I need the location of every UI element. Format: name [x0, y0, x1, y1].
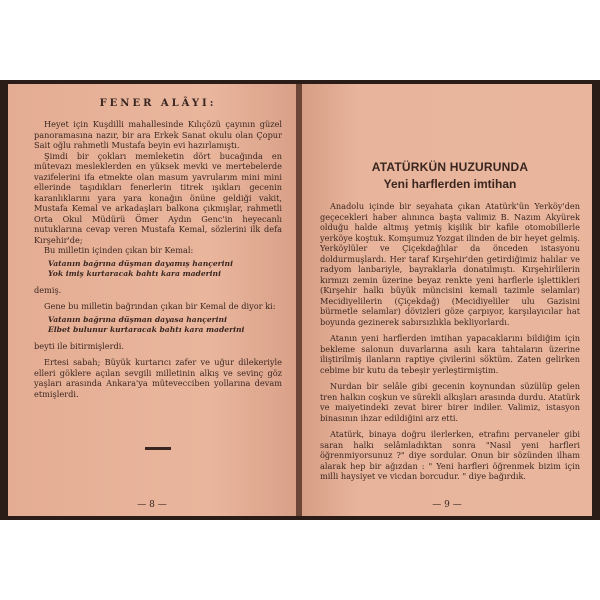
verse-line: Yok imiş kurtaracak bahtı kara maderini	[48, 268, 221, 278]
chapter-subtitle: Yeni harflerden imtihan	[383, 177, 517, 191]
paragraph: Atatürk, binaya doğru ilerlerken, etrafını pervaneler gibi saran halkı selâmladıktan sonra "Nasıl yeni harfleri öğrenmiyorsunuz ?" diye sordular. Onun bir sözünden ilham alarak hep bir ağızdan : " Yeni harfleri öğrenmek bizim için milli haysiyet ve vicdan borcudur. " diye bağırdık.	[320, 429, 580, 481]
paragraph: Şimdi bir çokları memleketin dört bucağında en mütevazı mesleklerden en yüksek mevki ve mertebelerde vazifelerini ifa etmekte olan masum yavrularım mini mini ellerinde taşıdıkları fenerlerin titrek ışıkları gecenin karanlıklarını yara yara konağın önüne geldiği vakit, Mustafa Kemal ve arkadaşları balkona çıkmışlar, rahmetli Orta Okul Müdürü Ömer Aydın Genc'in heyecanlı nutuklarına cevap veren Mustafa Kemal, sözlerini ilk defa Kırşehir'de;	[34, 150, 282, 245]
paragraph: Anadolu içinde bir seyahata çıkan Atatürk'ün Yerköy'den geçecekleri haber alınınca başta valimiz B. Nazım Akyürek olduğu halde altmış yetmiş kişilik bir kafile otomobillerle yerköye koştuk. Komşumuz Yozgat ilinden de bir heyet gelmiş. Yerköylüler ve Çiçekdağlılar da önceden istasyonu doldurmuşlardı. Her taraf Kırşehir'den getirdiğimiz halılar ve radyom lanbariyle, bayraklarla donatılmıştı. Kırşehirlilerin kırmızı zemin üzerine beyaz renkte yeni harflerle işlettikleri (Kırşehir halkı büyük müncisini kemali tazimle selamlar) Mecidiyelilerin (Çiçekdağ) (Mecidiyeliler ulu Gazisini bürmetle selamlar) dövizleri göze çarpıyor, karşılayıcılar hat boyunda gezinerek sabırsızlıkla bekliyorlardı.	[320, 201, 580, 327]
paragraph: beyti ile bitirmişlerdi.	[34, 340, 125, 351]
paragraph: Nurdan bir selâle gibi gecenin koynundan süzülüp gelen tren halkın coşkun ve sürekli alkışları arasında durdu. Atatürk ve maiyetindeki zevat birer birer indiler. Valimiz, istasyon binasının ihzar edildiğini arz etti.	[320, 381, 580, 423]
open-book	[0, 80, 600, 520]
chapter-title-line: ATATÜRKÜN HUZURUNDA	[371, 160, 529, 174]
verse-block	[48, 315, 282, 335]
paragraph: Bu milletin içinden çıkan bir Kemal:	[44, 245, 194, 255]
verse-line: Vatanın bağrına düşman dayasa hançerini	[48, 314, 227, 324]
page-number: — 8 —	[137, 500, 167, 510]
verse-line: Vatanın bağrına düşman dayamış hançerini	[48, 258, 233, 268]
section-divider	[145, 447, 171, 450]
verse-block	[48, 259, 282, 279]
page-number: — 9 —	[432, 500, 462, 510]
verse-line: Elbet bulunur kurtaracak bahtı kara maderini	[48, 324, 245, 334]
paragraph: demiş.	[34, 284, 62, 295]
paragraph: Heyet için Kuşdilli mahallesinde Kılıçözü çayının güzel panoramasına nazır, bir ara Erkek Sanat okulu olan Çopur Sait oğlu rahmetli Mustafa beyin evi hazırlamıştı.	[34, 119, 282, 150]
left-page	[8, 84, 296, 516]
chapter-title	[320, 160, 580, 191]
left-page-heading: FENER ALÂYI:	[99, 98, 217, 109]
right-page	[302, 84, 592, 516]
paragraph: Atanın yeni harflerden imtihan yapacaklarını bildiğim için bekleme salonun duvarlarına asılı kara tahtaların üzerine iliştirilmiş ilanların raptiye çivilerini söktüm. Zaten gelirken cebime bir kutu da tebeşir yerleştirmiştim.	[320, 333, 580, 375]
paragraph: Gene bu milletin bağrından çıkan bir Kemal de diyor ki:	[44, 301, 276, 311]
paragraph: Ertesi sabah; Büyük kurtarıcı zafer ve uğur dilekeriyle elleri göklere açılan sevgili milletinin alkış ve sevinç göz yaşları arasında Ankara'ya mütevecciben yollarına devam etmişlerdi.	[34, 357, 282, 399]
